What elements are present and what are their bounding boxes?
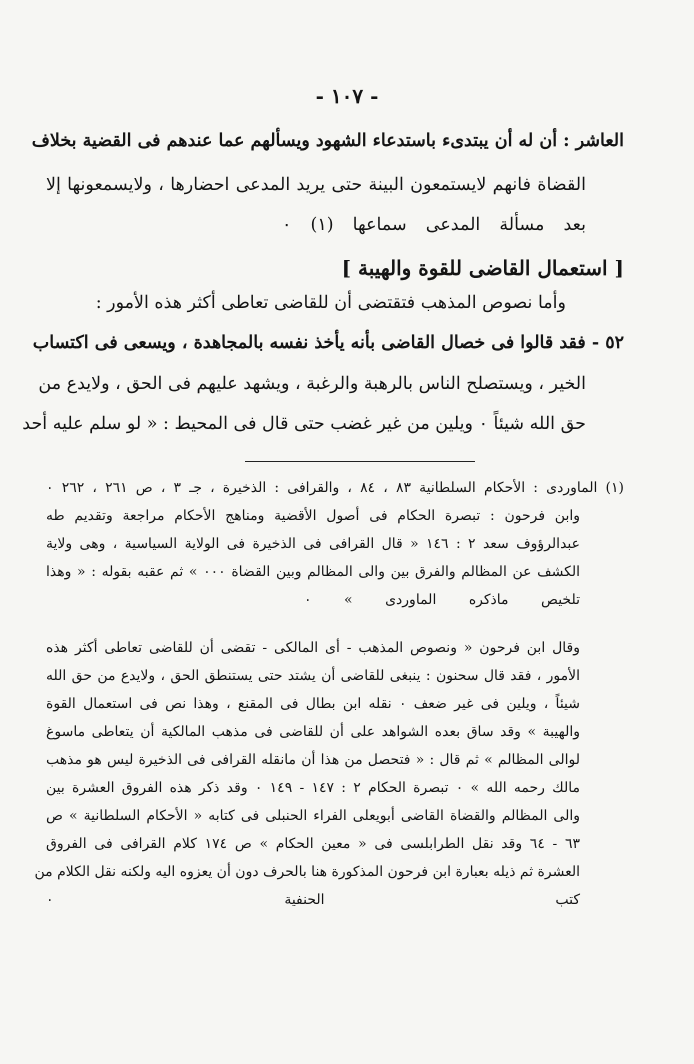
footnote-line: العشرة ثم ذيله بعبارة ابن فرحون المذكورة هنا بالحرف دون أن يعزوه اليه ولكنه نقل الكلام من [34, 864, 580, 880]
footnote-line: لوالى المظالم » ثم قال : « فتحصل من هذا أن مانقله القرافى فى الذخيرة ليس هو مذهب [46, 752, 580, 768]
page-number: - ١٠٧ - [315, 84, 379, 108]
main-line: بعد مسألة المدعى سماعها (١) ٠ [282, 215, 586, 235]
main-line: ٥٢ - فقد قالوا فى خصال القاضى بأنه يأخذ نفسه بالمجاهدة ، ويسعى فى اكتساب [32, 333, 624, 353]
footnote-divider [245, 461, 475, 462]
footnote-line: تلخيص ماذكره الماوردى » ٠ [304, 592, 580, 608]
main-line: الخير ، ويستصلح الناس بالرهبة والرغبة ، ويشهد عليهم فى الحق ، ولايدع من [38, 374, 586, 394]
main-line: القضاة فانهم لايستمعون البينة حتى يريد المدعى احضارها ، ولايسمعونها إلا [46, 175, 586, 195]
footnote-line: مالك رحمه الله » ٠ تبصرة الحكام ٢ : ١٤٧ - ١٤٩ ٠ وقد ذكر هذه الفروق العشرة بين [46, 780, 581, 796]
footnote-line: الأمور ، فقد قال سحنون : ينبغى للقاضى أن يشتد حتى يستنطق الحق ، ولايدع من حق الله [46, 668, 580, 684]
main-line: وأما نصوص المذهب فتقتضى أن للقاضى تعاطى أكثر هذه الأمور : [95, 293, 566, 313]
footnote-line: عبدالرؤوف سعد ٢ : ١٤٦ « قال القرافى فى الذخيرة فى الولاية السياسية ، وهى ولاية [46, 536, 580, 552]
main-line: العاشر : أن له أن يبتدىء باستدعاء الشهود ويسألهم عما عندهم فى القضية بخلاف [31, 131, 624, 151]
footnote-line: وابن فرحون : تبصرة الحكام فى أصول الأقضية ومناهج الأحكام مراجعة وتقديم طه [46, 508, 580, 524]
footnote-line: شيئاً ، ويلين فى غير ضعف ٠ نقله ابن بطال فى المقنع ، وهذا نص فى استعمال القوة [46, 696, 580, 712]
main-line: حق الله شيئاً ٠ ويلين من غير غضب حتى قال فى المحيط : « لو سلم عليه أحد [22, 414, 586, 434]
footnote-line: والهيبة » وقد ساق بعده الشواهد على أن للقاضى فى مذهب المالكية أن يتعاطى ماسوغ [46, 724, 580, 740]
footnote-line: ٦٣ - ٦٤ وقد نقل الطرابلسى فى « معين الحكام » ص ١٧٤ كلام القرافى فى الفروق [46, 836, 580, 852]
footnote-line: الكشف عن المظالم والفرق بين والى المظالم وبين القضاة ٠٠٠ » ثم عقبه بقوله : « وهذا [46, 564, 581, 580]
footnote-line: كتب الحنفية ٠ [46, 892, 580, 908]
footnote-line: وقال ابن فرحون « ونصوص المذهب - أى المالكى - تقضى أن للقاضى تعاطى أكثر هذه [46, 640, 580, 656]
footnote-line: والى المظالم والقضاة القاضى أبويعلى الفراء الحنبلى فى كتابه « الأحكام السلطانية » ص [46, 808, 580, 824]
section-heading: [ استعمال القاضى للقوة والهيبة ] [341, 256, 624, 280]
footnote-line: (١) الماوردى : الأحكام السلطانية ٨٣ ، ٨٤ ، والقرافى : الذخيرة ، جـ ٣ ، ص ٢٦١ ، ٢٦٢ ٠ [46, 480, 625, 496]
